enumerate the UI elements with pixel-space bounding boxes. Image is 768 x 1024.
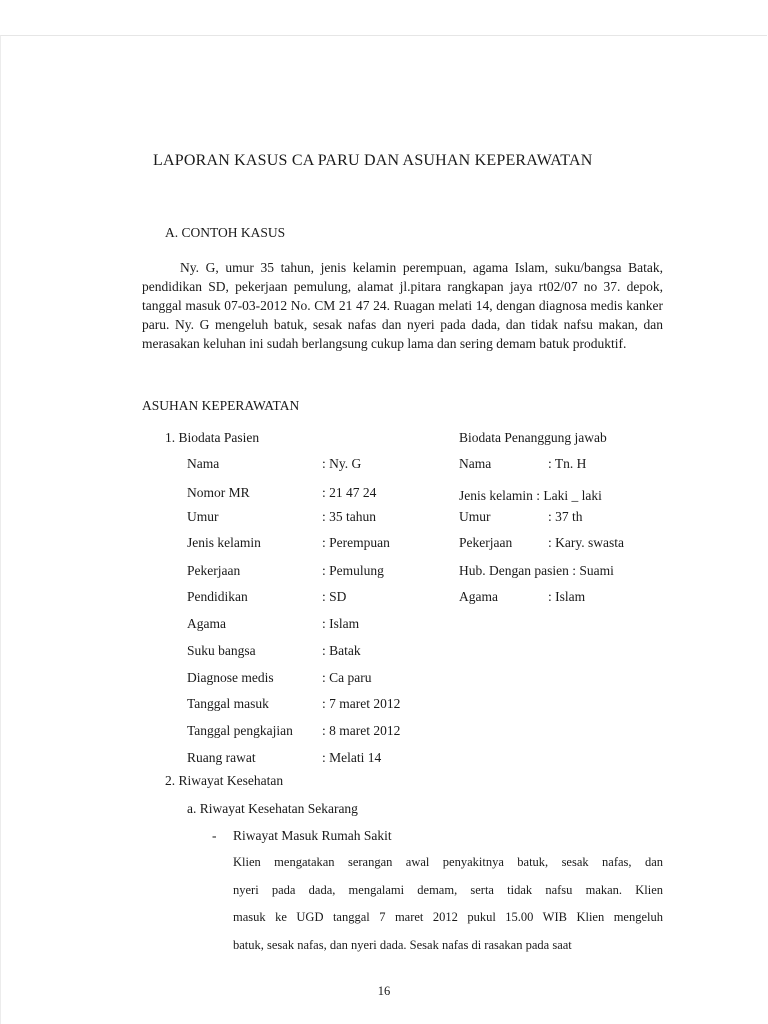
pasien-label: Tanggal masuk xyxy=(187,696,269,711)
pj-value: : 37 th xyxy=(548,509,583,524)
pasien-label: Umur xyxy=(187,509,219,524)
section-a-heading: A. CONTOH KASUS xyxy=(165,225,286,240)
pasien-value: : 21 47 24 xyxy=(322,485,377,500)
pasien-label: Agama xyxy=(187,616,226,631)
pasien-value: : 35 tahun xyxy=(322,509,376,524)
pj-label: Hub. Dengan pasien : Suami xyxy=(459,563,614,578)
pasien-label: Nama xyxy=(187,456,220,471)
pj-value: : Kary. swasta xyxy=(548,535,624,550)
riwayat-bullet: Riwayat Masuk Rumah Sakit xyxy=(233,828,392,843)
pasien-value: : 8 maret 2012 xyxy=(322,723,401,738)
riwayat-line: batuk, sesak nafas, dan nyeri dada. Sesak nafas di rasakan pada saat xyxy=(233,938,572,952)
pj-value: : Islam xyxy=(548,589,586,604)
pasien-value: : Ny. G xyxy=(322,456,362,471)
pj-label: Nama xyxy=(459,456,492,471)
pasien-label: Nomor MR xyxy=(187,485,250,500)
pasien-label: Ruang rawat xyxy=(187,750,256,765)
pj-label: Pekerjaan xyxy=(459,535,513,550)
pj-label: Umur xyxy=(459,509,491,524)
riwayat-line: Klien mengatakan serangan awal penyakitnya batuk, sesak nafas, dan xyxy=(233,855,663,869)
pasien-value: : 7 maret 2012 xyxy=(322,696,401,711)
pasien-value: : SD xyxy=(322,589,347,604)
case-paragraph xyxy=(142,258,663,353)
pasien-label: Pendidikan xyxy=(187,589,248,604)
pj-label: Jenis kelamin : Laki _ laki xyxy=(459,488,602,503)
pasien-value: : Pemulung xyxy=(322,563,384,578)
pasien-value: : Islam xyxy=(322,616,360,631)
riwayat-bullet-dash: - xyxy=(212,828,217,843)
riwayat-heading: 2. Riwayat Kesehatan xyxy=(165,773,284,788)
riwayat-line: masuk ke UGD tanggal 7 maret 2012 pukul 15.00 WIB Klien mengeluh xyxy=(233,910,663,924)
riwayat-subheading: a. Riwayat Kesehatan Sekarang xyxy=(187,801,358,816)
pasien-value: : Ca paru xyxy=(322,670,372,685)
asuhan-heading: ASUHAN KEPERAWATAN xyxy=(142,398,300,413)
document-title: LAPORAN KASUS CA PARU DAN ASUHAN KEPERAWATAN xyxy=(153,152,593,169)
page-border xyxy=(0,35,767,1024)
pasien-label: Suku bangsa xyxy=(187,643,256,658)
biodata-pasien-heading: 1. Biodata Pasien xyxy=(165,430,260,445)
pasien-label: Jenis kelamin xyxy=(187,535,261,550)
pasien-value: : Batak xyxy=(322,643,361,658)
case-paragraph-text: Ny. G, umur 35 tahun, jenis kelamin perempuan, agama Islam, suku/bangsa Batak, pendidikan SD, pekerjaan pemulung, alamat jl.pitara rangkapan jaya rt02/07 no 37. depok, tanggal masuk 07-03-2012 No. CM 21 47 24. Ruagan melati 14, dengan diagnosa medis kanker paru. Ny. G mengeluh batuk, sesak nafas dan nyeri pada dada, dan tidak nafsu makan, dan merasakan keluhan ini sudah berlangsung cukup lama dan sering demam batuk produktif. xyxy=(142,260,663,351)
pj-label: Agama xyxy=(459,589,498,604)
page-number: 16 xyxy=(377,984,391,998)
pasien-value: : Perempuan xyxy=(322,535,390,550)
pasien-value: : Melati 14 xyxy=(322,750,382,765)
pasien-label: Tanggal pengkajian xyxy=(187,723,293,738)
pasien-label: Diagnose medis xyxy=(187,670,274,685)
biodata-pj-heading: Biodata Penanggung jawab xyxy=(459,430,607,445)
pj-value: : Tn. H xyxy=(548,456,587,471)
riwayat-line: nyeri pada dada, mengalami demam, serta tidak nafsu makan. Klien xyxy=(233,883,663,897)
pasien-label: Pekerjaan xyxy=(187,563,241,578)
